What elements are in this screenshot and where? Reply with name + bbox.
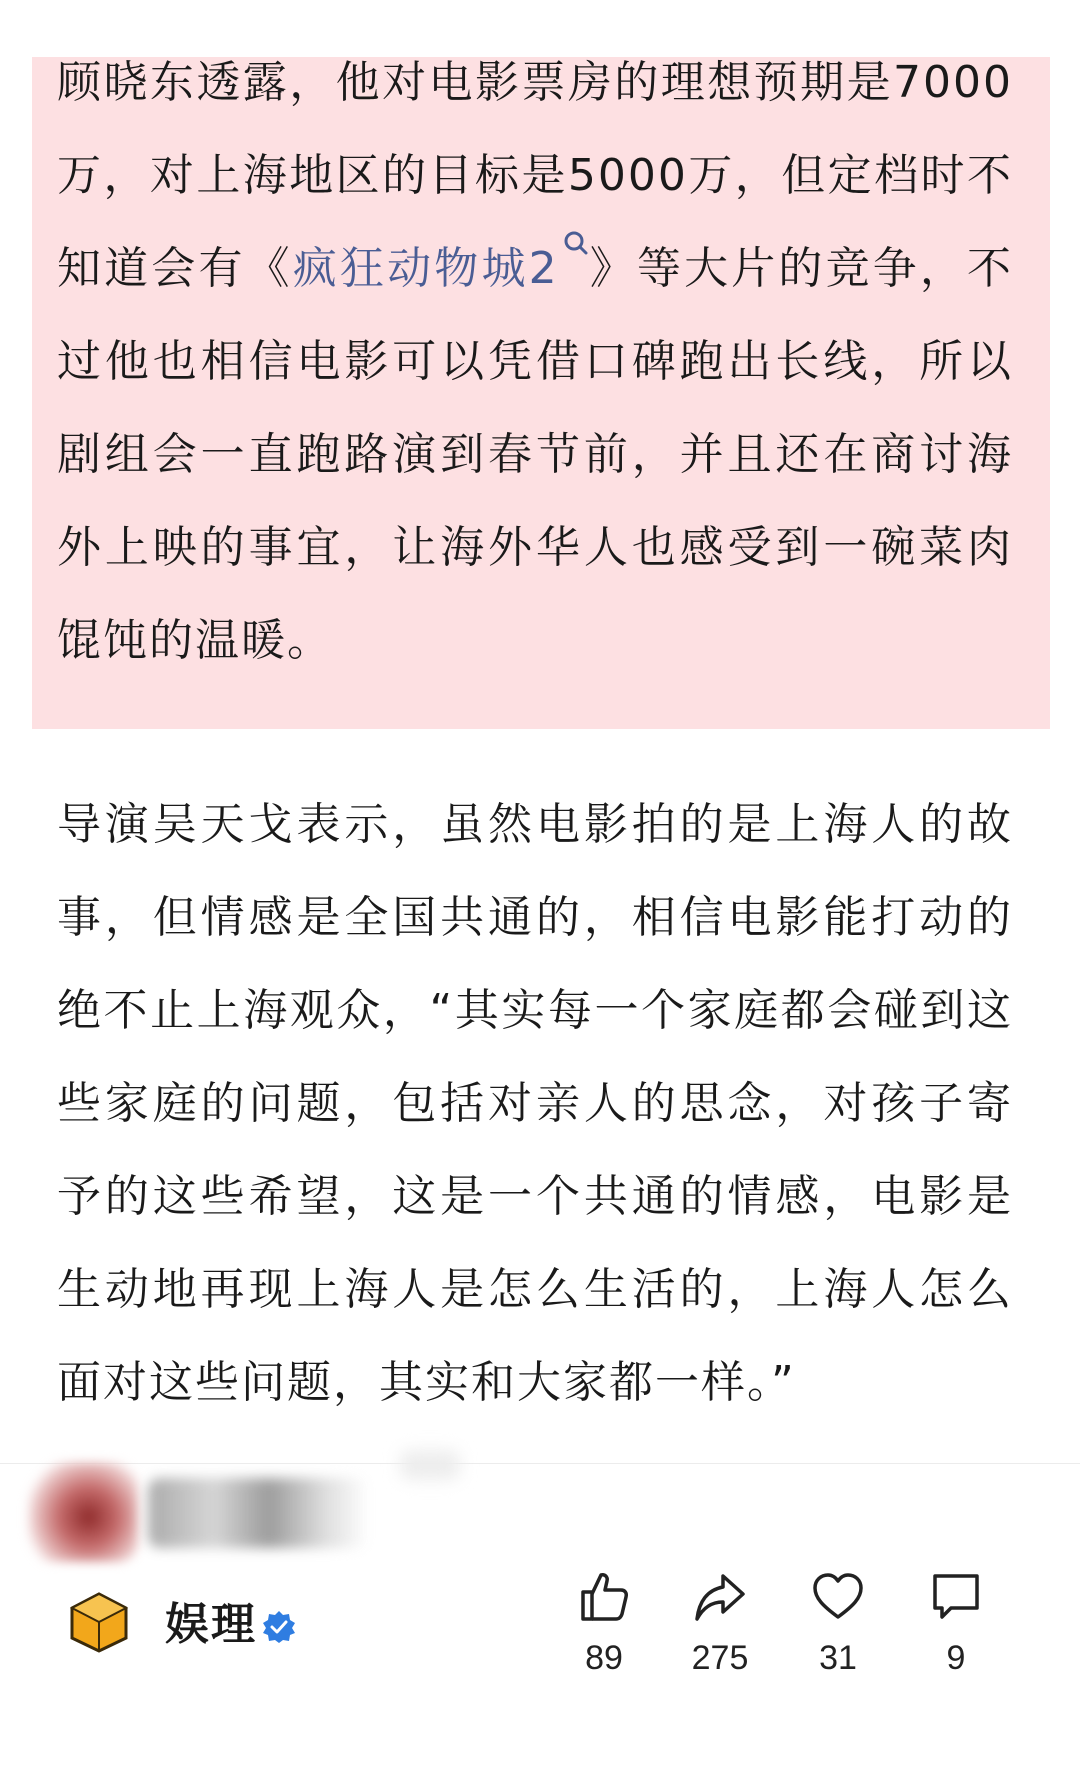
comment-button[interactable] bbox=[911, 1570, 1001, 1678]
like-count: 89 bbox=[585, 1639, 623, 1677]
share-count: 275 bbox=[691, 1639, 749, 1677]
account-logo[interactable] bbox=[68, 1591, 130, 1653]
quote-text-after-link: 等大片的竞争，不过他也相信电影可以凭借口碑跑出长线，所以剧组会一直跑路演到春节前，并且还在商讨海外上映的事宜，让海外华人也感受到一碗菜肉馄饨的温暖。 bbox=[57, 243, 1014, 666]
favorite-button[interactable] bbox=[793, 1570, 883, 1678]
quote-text-before-link: 顾晓东透露，他对电影票房的理想预期是7000万，对上海地区的目标是5000万，但定档时不知道会有 bbox=[57, 57, 1013, 294]
share-arrow-icon bbox=[675, 1570, 765, 1624]
blurred-avatar bbox=[28, 1462, 138, 1562]
heart-icon bbox=[793, 1570, 883, 1624]
footer-divider bbox=[0, 1463, 1080, 1464]
like-button[interactable] bbox=[559, 1570, 649, 1678]
director-paragraph: 导演吴天戈表示，虽然电影拍的是上海人的故事，但情感是全国共通的，相信电影能打动的绝不止上海观众，“其实每一个家庭都会碰到这些家庭的问题，包括对亲人的思念，对孩子寄予的这些希望，这是一个共通的情感，电影是生动地再现上海人是怎么生活的，上海人怎么面对这些问题，其实和大家都一样。” bbox=[57, 799, 1013, 1408]
movie-title-open-bracket: 《 bbox=[245, 243, 293, 294]
comment-bubble-icon bbox=[911, 1570, 1001, 1624]
comment-count: 9 bbox=[946, 1639, 966, 1677]
movie-title-close-bracket: 》 bbox=[588, 243, 637, 294]
favorite-count: 31 bbox=[819, 1639, 857, 1677]
account-name[interactable]: 娱理 bbox=[165, 1599, 257, 1650]
thumbs-up-icon bbox=[559, 1570, 649, 1624]
movie-topic-link[interactable] bbox=[293, 243, 589, 294]
search-icon bbox=[563, 230, 589, 260]
quote-paragraph bbox=[57, 36, 1013, 687]
verified-badge-icon bbox=[262, 1610, 296, 1644]
movie-topic-link-label: 疯狂动物城2 bbox=[292, 243, 559, 294]
blurred-username bbox=[148, 1478, 368, 1548]
blurred-mark bbox=[400, 1450, 460, 1480]
share-button[interactable] bbox=[675, 1570, 765, 1678]
